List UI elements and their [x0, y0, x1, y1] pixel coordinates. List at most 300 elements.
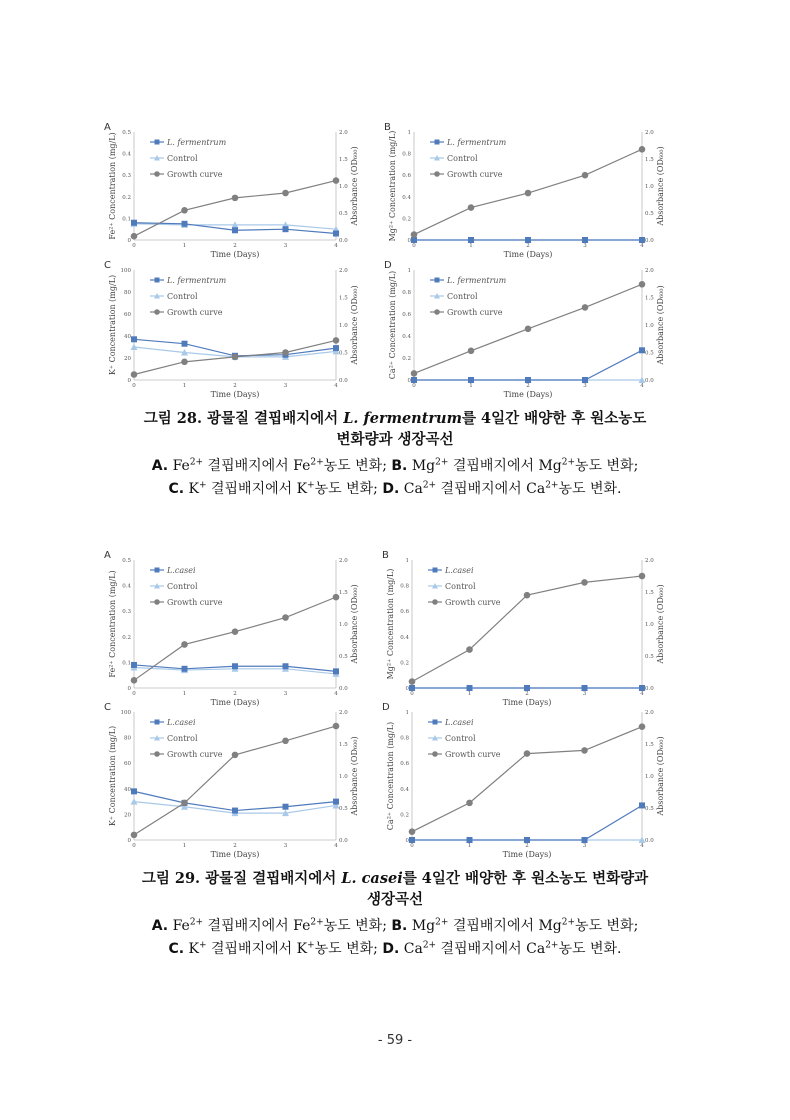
left-tick-label: 0.4 — [400, 786, 409, 793]
strain-point — [283, 804, 289, 810]
right-y-axis-label: Absorbance (OD₆₀₀) — [656, 584, 665, 664]
x-tick-label: 2 — [526, 383, 530, 389]
x-axis-label: Time (Days) — [503, 250, 553, 259]
panel-letter: C — [104, 702, 111, 713]
growth-curve-point — [466, 800, 473, 807]
figure-28-title: 그림 28. 광물질 결핍배지에서 L. fermentrum를 4일간 배양한 후 원소농도 변화량과 생장곡선 — [143, 410, 647, 448]
strain-point — [525, 237, 531, 243]
chart-panel-f28A — [104, 120, 362, 260]
legend-swatch-marker — [155, 568, 160, 573]
growth-curve-line — [134, 726, 336, 835]
strain-point — [131, 662, 137, 668]
x-axis-label: Time (Days) — [210, 250, 260, 259]
right-tick-label: 0.0 — [339, 378, 348, 384]
legend-entry-label: Growth curve — [167, 750, 223, 759]
right-tick-label: 2.0 — [645, 130, 654, 136]
strain-point — [467, 685, 473, 691]
left-tick-label: 0.8 — [400, 583, 409, 590]
x-tick-label: 0 — [132, 691, 136, 697]
strain-point — [283, 663, 289, 669]
chart-svg-f29B — [382, 548, 668, 708]
strain-point — [639, 685, 645, 691]
right-tick-label: 1.0 — [645, 774, 654, 780]
x-tick-label: 3 — [283, 843, 288, 849]
left-tick-label: 1 — [407, 268, 411, 274]
legend-entry-label: L. fermentrum — [167, 138, 227, 147]
strain-point — [182, 221, 188, 227]
legend-swatch-marker — [434, 309, 440, 315]
legend-swatch-marker — [434, 171, 440, 177]
left-tick-label: 0.2 — [122, 634, 131, 641]
legend-entry-label: L.casei — [445, 566, 474, 575]
left-tick-label: 60 — [124, 761, 131, 768]
right-tick-label: 1.5 — [339, 742, 348, 748]
growth-curve-point — [468, 348, 475, 355]
strain-point — [131, 788, 137, 794]
right-tick-label: 1.5 — [339, 157, 348, 163]
right-tick-label: 1.0 — [645, 323, 654, 329]
x-tick-label: 0 — [132, 383, 136, 389]
x-tick-label: 4 — [334, 843, 338, 849]
panel-letter: B — [382, 550, 389, 561]
chart-svg-f28D — [384, 258, 668, 400]
chart-svg-f28A — [104, 120, 362, 260]
growth-curve-point — [525, 190, 532, 197]
strain-point — [525, 377, 531, 383]
left-tick-label: 60 — [124, 312, 131, 318]
right-tick-label: 0.5 — [339, 211, 348, 217]
left-tick-label: 0.2 — [402, 356, 411, 362]
right-tick-label: 1.5 — [339, 590, 348, 596]
legend-entry-label: Growth curve — [447, 308, 503, 317]
growth-curve-point — [181, 359, 188, 366]
x-tick-label: 1 — [182, 691, 187, 697]
x-tick-label: 4 — [640, 843, 644, 849]
page-number: - 59 - — [377, 1033, 413, 1048]
growth-curve-point — [468, 204, 475, 211]
right-tick-label: 0.5 — [339, 654, 348, 660]
left-tick-label: 80 — [124, 735, 131, 742]
figure-29-caption-line-2: C. K+ 결핍배지에서 K+농도 변화; D. $Ca^{2+}$ 결핍배지에서 $Ca^{2+}$농도 변화. — [168, 940, 622, 957]
growth-curve-point — [232, 195, 239, 202]
chart-svg-f28C — [104, 258, 362, 400]
growth-curve-point — [582, 304, 589, 311]
strain-point — [411, 377, 417, 383]
growth-curve-point — [581, 747, 588, 754]
panel-letter: D — [382, 702, 390, 713]
strain-point — [182, 341, 188, 347]
left-tick-label: 0.4 — [400, 634, 409, 641]
x-axis-label: Time (Days) — [502, 850, 552, 859]
x-tick-label: 0 — [132, 243, 136, 249]
growth-curve-point — [639, 146, 646, 153]
right-tick-label: 1.5 — [645, 157, 654, 163]
figure-29-title: 그림 29. 광물질 결핍배지에서 L. casei를 4일간 배양한 후 원소농도 변화량과 생장곡선 — [141, 870, 649, 908]
chart-panel-f29C — [104, 700, 362, 860]
left-tick-label: 1 — [405, 710, 409, 716]
left-tick-label: 0.4 — [122, 151, 131, 158]
left-tick-label: 0.6 — [402, 173, 411, 180]
legend-entry-label: Growth curve — [167, 170, 223, 179]
right-tick-label: 2.0 — [339, 558, 348, 564]
strain-point — [524, 685, 530, 691]
legend-entry-label: L.casei — [167, 566, 196, 575]
legend-swatch-marker — [154, 309, 160, 315]
right-y-axis-label: Absorbance (OD₆₀₀) — [350, 146, 359, 226]
growth-curve-point — [582, 172, 589, 179]
left-y-axis-label: K⁺ Concentration (mg/L) — [108, 725, 117, 827]
left-tick-label: 0.3 — [122, 609, 131, 616]
x-tick-label: 2 — [525, 691, 529, 697]
left-tick-label: 0.1 — [122, 660, 131, 667]
legend-swatch-marker — [432, 751, 438, 757]
legend-entry-label: Growth curve — [447, 170, 503, 179]
x-axis-label: Time (Days) — [210, 698, 260, 707]
right-y-axis-label: Absorbance (OD₆₀₀) — [656, 285, 665, 365]
growth-curve-point — [232, 354, 239, 361]
left-tick-label: 0.3 — [122, 173, 131, 180]
growth-curve-point — [524, 750, 531, 757]
x-tick-label: 1 — [182, 383, 187, 389]
left-tick-label: 0.4 — [402, 194, 411, 201]
legend-entry-label: Control — [167, 734, 198, 743]
right-tick-label: 1.0 — [339, 184, 348, 190]
growth-curve-point — [232, 628, 239, 635]
growth-curve-point — [639, 281, 646, 288]
x-tick-label: 0 — [132, 843, 136, 849]
x-tick-label: 0 — [410, 843, 414, 849]
x-tick-label: 2 — [233, 243, 237, 249]
left-tick-label: 40 — [124, 786, 131, 793]
left-tick-label: 0.6 — [400, 609, 409, 616]
strain-point — [333, 799, 339, 805]
growth-curve-point — [411, 370, 418, 377]
x-tick-label: 3 — [582, 691, 587, 697]
strain-point — [333, 231, 339, 237]
growth-curve-point — [409, 678, 416, 685]
x-tick-label: 4 — [640, 691, 644, 697]
left-tick-label: 0.8 — [402, 151, 411, 158]
right-y-axis-label: Absorbance (OD₆₀₀) — [656, 146, 665, 226]
legend-entry-label: Control — [445, 734, 476, 743]
left-tick-label: 0 — [407, 378, 411, 384]
growth-curve-point — [466, 646, 473, 653]
x-tick-label: 4 — [334, 691, 338, 697]
left-tick-label: 0.4 — [122, 583, 131, 590]
legend-swatch-marker — [433, 720, 438, 725]
left-tick-label: 0.4 — [402, 334, 411, 340]
left-y-axis-label: Ca²⁺ Concentration (mg/L) — [386, 721, 395, 831]
left-tick-label: 0.5 — [122, 558, 131, 564]
growth-curve-point — [333, 177, 340, 184]
x-tick-label: 4 — [640, 243, 644, 249]
legend-entry-label: L. fermentrum — [167, 276, 227, 285]
right-tick-label: 2.0 — [645, 710, 654, 716]
growth-curve-point — [181, 800, 188, 807]
right-tick-label: 1.5 — [645, 295, 654, 302]
growth-curve-point — [131, 832, 138, 839]
x-tick-label: 2 — [233, 843, 237, 849]
right-tick-label: 2.0 — [339, 268, 348, 274]
chart-panel-f29A — [104, 548, 362, 708]
legend-entry-label: Growth curve — [167, 598, 223, 607]
right-tick-label: 0.0 — [339, 238, 348, 244]
x-tick-label: 4 — [334, 243, 338, 249]
growth-curve-point — [131, 677, 138, 684]
strain-point — [182, 666, 188, 672]
left-y-axis-label: Fe²⁺ Concentration (mg/L) — [108, 132, 117, 240]
left-tick-label: 0.8 — [400, 735, 409, 742]
left-y-axis-label: Ca²⁺ Concentration (mg/L) — [388, 270, 397, 380]
strain-point — [232, 808, 238, 814]
growth-curve-point — [409, 828, 416, 835]
x-tick-label: 1 — [469, 383, 473, 389]
chart-svg-f28B — [384, 120, 668, 260]
strain-point — [468, 377, 474, 383]
panel-letter: B — [384, 122, 391, 133]
legend-swatch-marker — [433, 568, 438, 573]
x-tick-label: 4 — [640, 383, 644, 389]
legend-entry-label: Growth curve — [445, 750, 501, 759]
x-tick-label: 3 — [283, 691, 288, 697]
right-y-axis-label: Absorbance (OD₆₀₀) — [350, 285, 359, 365]
x-tick-label: 3 — [583, 383, 587, 389]
x-tick-label: 1 — [182, 843, 187, 849]
legend-swatch-marker — [435, 140, 440, 145]
growth-curve-point — [282, 349, 289, 356]
left-tick-label: 0.8 — [402, 290, 411, 296]
chart-svg-f29C — [104, 700, 362, 860]
x-tick-label: 2 — [233, 383, 237, 389]
left-tick-label: 0 — [407, 238, 411, 244]
strain-point — [409, 685, 415, 691]
legend-swatch-marker — [432, 599, 438, 605]
legend-swatch-marker — [154, 751, 160, 757]
right-tick-label: 1.5 — [339, 295, 348, 302]
right-tick-label: 0.5 — [339, 350, 348, 357]
strain-point — [582, 237, 588, 243]
legend-entry-label: Control — [167, 582, 198, 591]
strain-point — [468, 237, 474, 243]
chart-panel-f28D — [384, 258, 668, 400]
left-tick-label: 40 — [124, 334, 131, 340]
growth-curve-point — [181, 207, 188, 214]
x-tick-label: 0 — [412, 383, 416, 389]
left-tick-label: 100 — [120, 710, 131, 716]
legend-swatch-marker — [154, 599, 160, 605]
left-y-axis-label: Fe²⁺ Concentration (mg/L) — [108, 570, 117, 678]
right-tick-label: 0.5 — [645, 350, 654, 357]
legend-swatch-marker — [435, 278, 440, 283]
left-tick-label: 0.6 — [402, 312, 411, 318]
right-tick-label: 1.0 — [339, 622, 348, 628]
legend-entry-label: Growth curve — [445, 598, 501, 607]
left-tick-label: 0 — [405, 838, 409, 844]
growth-curve-point — [282, 614, 289, 621]
x-tick-label: 1 — [469, 243, 473, 249]
left-tick-label: 1 — [405, 558, 409, 564]
strain-point — [582, 837, 588, 843]
x-tick-label: 0 — [410, 691, 414, 697]
right-tick-label: 1.0 — [339, 774, 348, 780]
strain-point — [639, 237, 645, 243]
right-y-axis-label: Absorbance (OD₆₀₀) — [350, 584, 359, 664]
strain-point — [333, 668, 339, 674]
x-axis-label: Time (Days) — [210, 390, 260, 399]
right-tick-label: 0.0 — [645, 838, 654, 844]
panel-letter: C — [104, 260, 111, 271]
x-tick-label: 1 — [467, 843, 472, 849]
right-tick-label: 0.5 — [339, 806, 348, 812]
right-y-axis-label: Absorbance (OD₆₀₀) — [350, 736, 359, 816]
left-tick-label: 20 — [124, 356, 131, 362]
left-tick-label: 0 — [127, 238, 131, 244]
legend-entry-label: L.casei — [167, 718, 196, 727]
x-tick-label: 3 — [283, 243, 288, 249]
growth-curve-point — [282, 738, 289, 745]
right-tick-label: 2.0 — [339, 710, 348, 716]
strain-point — [639, 802, 645, 808]
strain-point — [283, 226, 289, 232]
right-tick-label: 0.0 — [339, 838, 348, 844]
strain-point — [409, 837, 415, 843]
strain-point — [582, 377, 588, 383]
right-tick-label: 0.0 — [645, 378, 654, 384]
strain-point — [333, 345, 339, 351]
left-tick-label: 0 — [405, 686, 409, 692]
x-tick-label: 0 — [412, 243, 416, 249]
right-tick-label: 0.5 — [645, 654, 654, 660]
right-tick-label: 2.0 — [645, 268, 654, 274]
growth-curve-point — [333, 594, 340, 601]
strain-point — [467, 837, 473, 843]
growth-curve-point — [639, 723, 646, 730]
left-tick-label: 0 — [127, 686, 131, 692]
x-tick-label: 3 — [582, 843, 587, 849]
figure-28-caption-line-1: A. $Fe^{2+}$ 결핍배지에서 $Fe^{2+}$농도 변화; B. $Mg^{2+}$ 결핍배지에서 $Mg^{2+}$농도 변화; — [151, 457, 639, 474]
left-tick-label: 0.2 — [400, 812, 409, 819]
left-tick-label: 0 — [127, 838, 131, 844]
growth-curve-point — [181, 641, 188, 648]
x-tick-label: 2 — [525, 843, 529, 849]
legend-entry-label: Growth curve — [167, 308, 223, 317]
strain-point — [582, 685, 588, 691]
growth-curve-point — [131, 371, 138, 378]
x-tick-label: 1 — [467, 691, 472, 697]
legend-entry-label: Control — [445, 582, 476, 591]
legend-entry-label: L. fermentrum — [447, 276, 507, 285]
left-y-axis-label: K⁺ Concentration (mg/L) — [108, 274, 117, 376]
right-tick-label: 0.0 — [645, 686, 654, 692]
legend-swatch-marker — [154, 171, 160, 177]
left-tick-label: 0.2 — [402, 216, 411, 223]
panel-letter: A — [104, 122, 111, 133]
right-tick-label: 0.0 — [645, 238, 654, 244]
figure-28-caption — [0, 408, 790, 501]
right-tick-label: 1.5 — [645, 590, 654, 596]
chart-panel-f29D — [382, 700, 668, 860]
left-tick-label: 1 — [407, 130, 411, 136]
figure-28-caption-line-2: C. K+ 결핍배지에서 K+농도 변화; D. $Ca^{2+}$ 결핍배지에서 $Ca^{2+}$농도 변화. — [168, 480, 622, 497]
growth-curve-point — [131, 233, 138, 240]
right-tick-label: 0.5 — [645, 211, 654, 217]
strain-line — [412, 805, 642, 840]
x-tick-label: 4 — [334, 383, 338, 389]
chart-svg-f29D — [382, 700, 668, 860]
left-tick-label: 100 — [120, 268, 131, 274]
legend-swatch-marker — [155, 720, 160, 725]
right-tick-label: 0.0 — [339, 686, 348, 692]
figure-29-caption-line-1: A. $Fe^{2+}$ 결핍배지에서 $Fe^{2+}$농도 변화; B. $Mg^{2+}$ 결핍배지에서 $Mg^{2+}$농도 변화; — [151, 917, 639, 934]
left-tick-label: 0.1 — [122, 216, 131, 223]
growth-curve-point — [525, 326, 532, 333]
chart-panel-f28B — [384, 120, 668, 260]
right-tick-label: 1.0 — [645, 622, 654, 628]
legend-swatch-marker — [155, 140, 160, 145]
legend-entry-label: Control — [167, 292, 198, 301]
left-tick-label: 0 — [127, 378, 131, 384]
chart-svg-f29A — [104, 548, 362, 708]
growth-curve-point — [333, 337, 340, 344]
strain-point — [131, 336, 137, 342]
right-tick-label: 1.0 — [645, 184, 654, 190]
x-tick-label: 2 — [526, 243, 530, 249]
x-tick-label: 1 — [182, 243, 187, 249]
strain-point — [232, 663, 238, 669]
right-tick-label: 1.5 — [645, 742, 654, 748]
strain-point — [524, 837, 530, 843]
left-y-axis-label: Mg²⁺ Concentration (mg/L) — [386, 568, 395, 680]
strain-point — [639, 347, 645, 353]
growth-curve-point — [282, 190, 289, 197]
x-tick-label: 2 — [233, 691, 237, 697]
x-axis-label: Time (Days) — [503, 390, 553, 399]
legend-entry-label: Control — [447, 292, 478, 301]
growth-curve-point — [639, 573, 646, 580]
legend-entry-label: Control — [167, 154, 198, 163]
left-tick-label: 0.2 — [122, 194, 131, 201]
left-tick-label: 0.5 — [122, 130, 131, 136]
growth-curve-point — [333, 723, 340, 730]
chart-panel-f29B — [382, 548, 668, 708]
growth-curve-point — [232, 752, 239, 759]
right-tick-label: 2.0 — [645, 558, 654, 564]
right-tick-label: 0.5 — [645, 806, 654, 812]
growth-curve-point — [581, 579, 588, 586]
strain-point — [232, 227, 238, 233]
legend-entry-label: L.casei — [445, 718, 474, 727]
left-tick-label: 20 — [124, 812, 131, 819]
right-y-axis-label: Absorbance (OD₆₀₀) — [656, 736, 665, 816]
panel-letter: A — [104, 550, 111, 561]
x-axis-label: Time (Days) — [502, 698, 552, 707]
chart-panel-f28C — [104, 258, 362, 400]
figure-29-caption — [0, 868, 790, 961]
growth-curve-line — [412, 576, 642, 682]
growth-curve-point — [524, 592, 531, 599]
x-tick-label: 3 — [283, 383, 288, 389]
x-tick-label: 3 — [583, 243, 587, 249]
strain-point — [131, 220, 137, 226]
x-axis-label: Time (Days) — [210, 850, 260, 859]
panel-letter: D — [384, 260, 392, 271]
strain-line — [414, 350, 642, 380]
left-y-axis-label: Mg²⁺ Concentration (mg/L) — [388, 130, 397, 242]
left-tick-label: 80 — [124, 290, 131, 296]
growth-curve-point — [411, 231, 418, 238]
left-tick-label: 0.2 — [400, 660, 409, 667]
left-tick-label: 0.6 — [400, 761, 409, 768]
